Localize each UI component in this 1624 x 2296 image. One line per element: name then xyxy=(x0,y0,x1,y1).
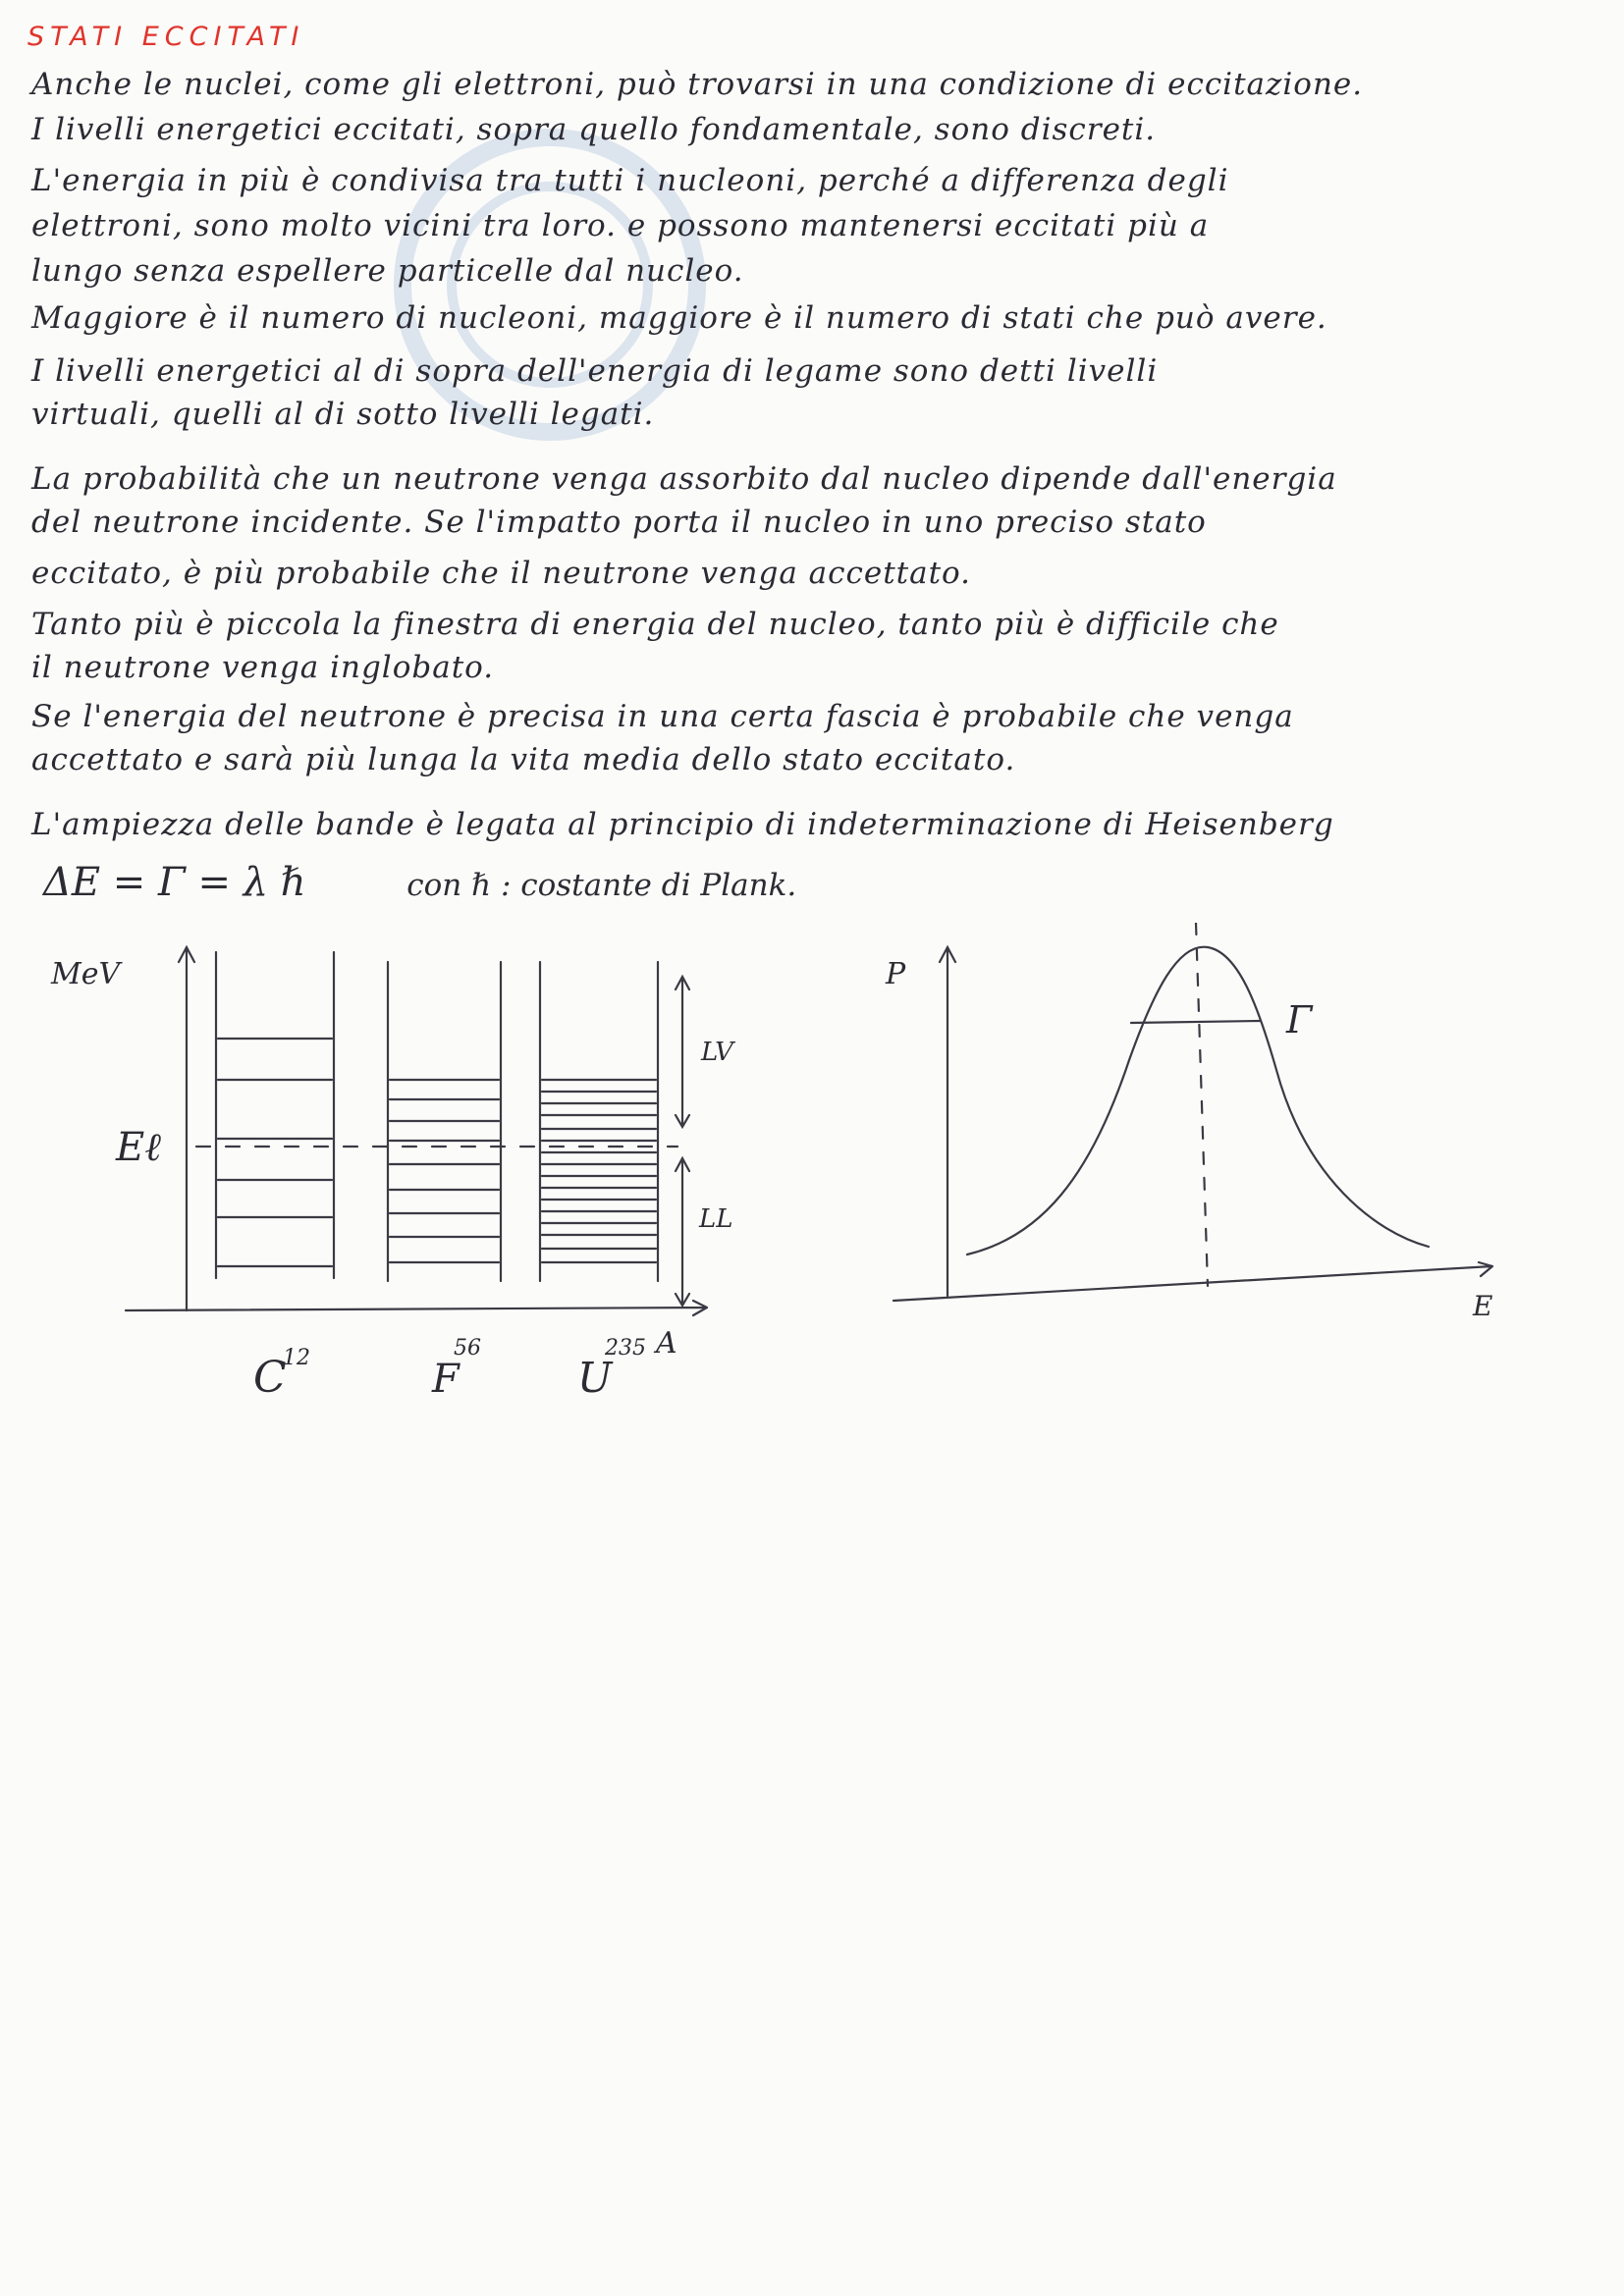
page-title: STATI ECCITATI xyxy=(27,22,305,52)
nucleus-u-symbol: U xyxy=(577,1354,613,1402)
text-line: I livelli energetici al di sopra dell'energia di legame sono detti livelli xyxy=(31,353,1159,389)
lv-label: LV xyxy=(701,1038,733,1067)
levels-y-axis xyxy=(179,947,194,1310)
nucleus-f-symbol: F xyxy=(432,1357,460,1402)
nucleus-f-mass: 56 xyxy=(454,1336,481,1361)
resonance-y-label: P xyxy=(886,957,906,991)
resonance-curve xyxy=(967,947,1429,1255)
c12-levels xyxy=(218,1039,332,1266)
binding-energy-label: Eℓ xyxy=(116,1125,161,1170)
text-line: L'ampiezza delle bande è legata al principio di indeterminazione di Heisenberg xyxy=(31,807,1334,842)
text-line: Se l'energia del neutrone è precisa in una certa fascia è probabile che venga xyxy=(31,699,1294,734)
text-line: accettato e sarà più lunga la vita media dello stato eccitato. xyxy=(31,742,1016,777)
nucleus-c-symbol: C xyxy=(253,1353,287,1403)
resonance-x-label: E xyxy=(1473,1290,1493,1322)
levels-x-label: A xyxy=(656,1326,677,1361)
text-line: eccitato, è più probabile che il neutrone venga accettato. xyxy=(31,556,972,591)
resonance-width-line xyxy=(1131,1021,1261,1023)
resonance-width-label: Γ xyxy=(1286,998,1313,1041)
text-line: elettroni, sono molto vicini tra loro. e possono mantenersi eccitati più a xyxy=(31,208,1210,243)
diagrams xyxy=(0,923,1624,1433)
text-line: virtuali, quelli al di sotto livelli legati. xyxy=(31,397,655,432)
resonance-center-line xyxy=(1196,923,1208,1286)
levels-x-axis xyxy=(126,1301,707,1315)
text-line: Maggiore è il numero di nucleoni, maggiore è il numero di stati che può avere. xyxy=(31,300,1327,336)
text-line: L'energia in più è condivisa tra tutti i nucleoni, perché a differenza degli xyxy=(31,163,1229,198)
u235-levels xyxy=(542,1080,656,1262)
text-line: Anche le nuclei, come gli elettroni, può trovarsi in una condizione di eccitazione. xyxy=(31,67,1364,102)
resonance-x-axis xyxy=(893,1262,1492,1301)
lv-arrow xyxy=(676,977,689,1127)
heisenberg-formula xyxy=(43,860,796,905)
ll-arrow xyxy=(676,1158,689,1306)
nucleus-c-mass: 12 xyxy=(283,1346,310,1370)
levels-y-label: MeV xyxy=(51,957,121,991)
text-line: il neutrone venga inglobato. xyxy=(31,650,495,685)
text-line: Tanto più è piccola la finestra di energia del nucleo, tanto più è difficile che xyxy=(31,607,1279,642)
text-line: del neutrone incidente. Se l'impatto porta il nucleo in uno preciso stato xyxy=(31,505,1207,540)
fe56-levels xyxy=(390,1080,499,1262)
text-line: lungo senza espellere particelle dal nucleo. xyxy=(31,253,744,289)
text-line: I livelli energetici eccitati, sopra quello fondamentale, sono discreti. xyxy=(31,112,1157,147)
formula-expression: ΔE = Γ = λ ℏ xyxy=(43,860,306,905)
ll-label: LL xyxy=(699,1204,733,1234)
formula-note: con ℏ : costante di Plank. xyxy=(406,868,797,903)
text-line: La probabilità che un neutrone venga assorbito dal nucleo dipende dall'energia xyxy=(31,461,1337,497)
resonance-y-axis xyxy=(940,947,955,1296)
nucleus-u-mass: 235 xyxy=(605,1336,646,1361)
